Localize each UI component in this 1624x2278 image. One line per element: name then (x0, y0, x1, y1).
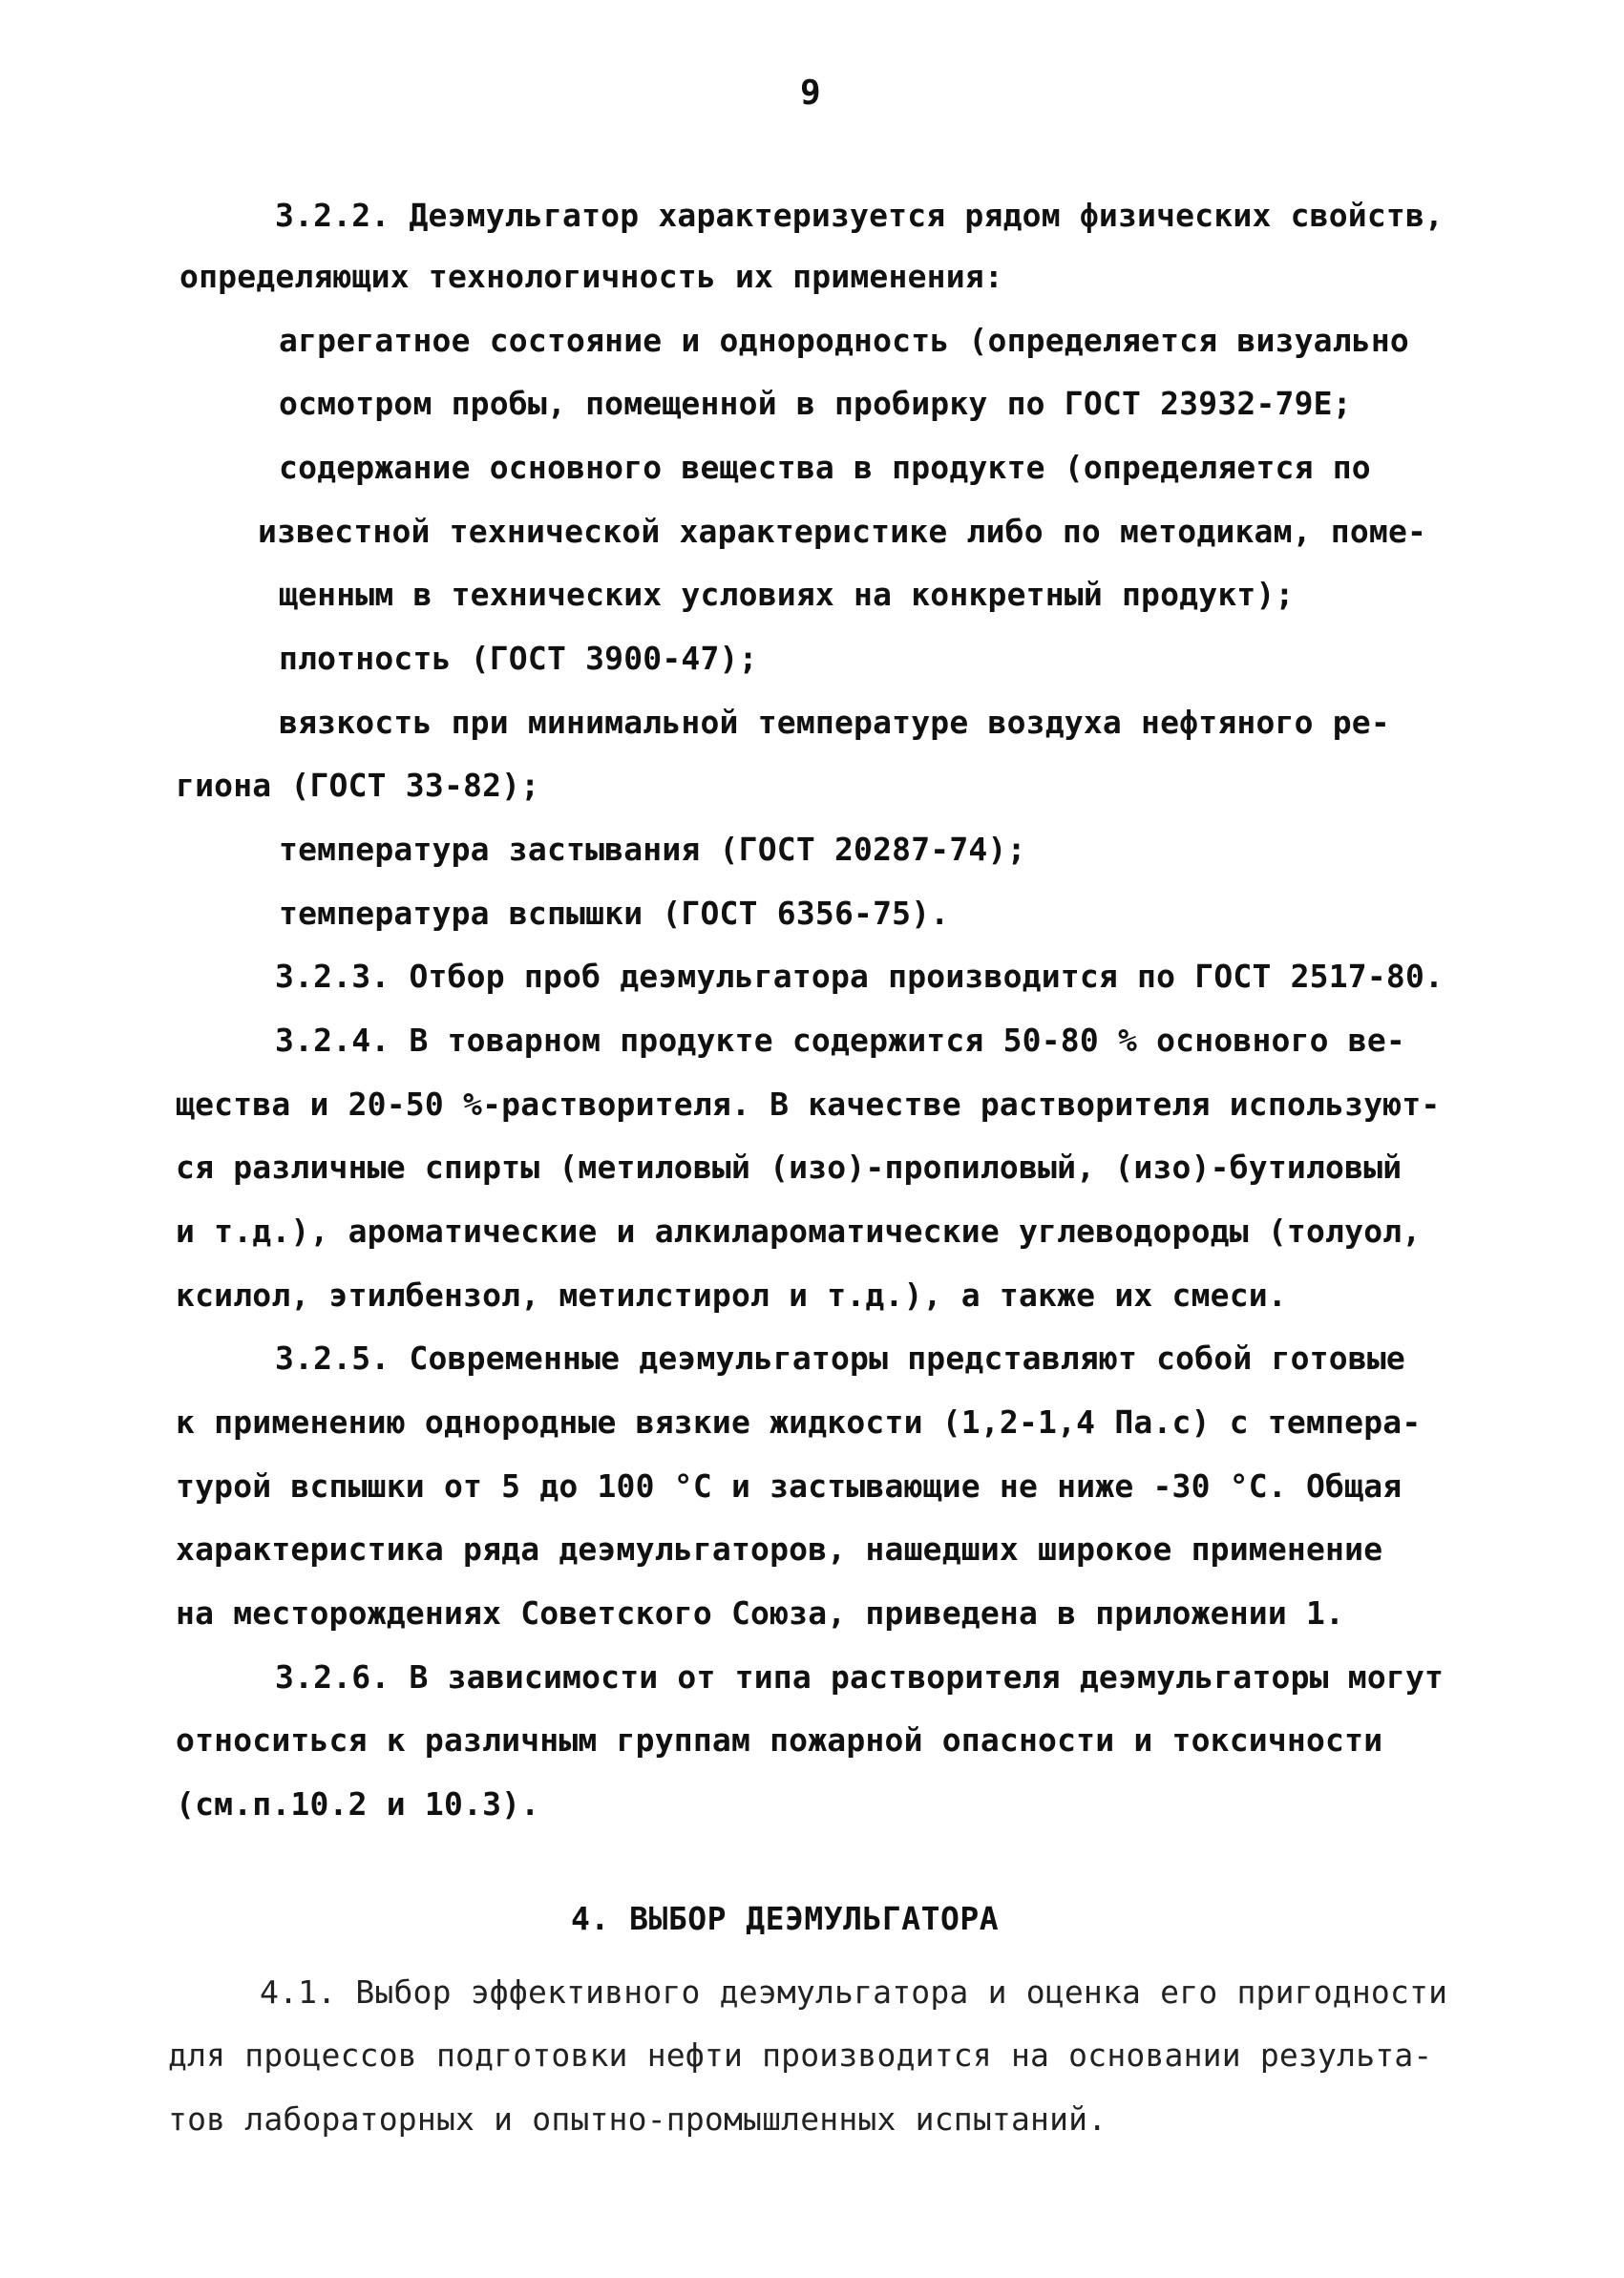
text-line: щества и 20-50 %-растворителя. В качестве растворителя используют- (176, 1086, 1441, 1123)
text-line: температура застывания (ГОСТ 20287-74); (279, 831, 1026, 868)
text-line: плотность (ГОСТ 3900-47); (279, 640, 758, 677)
text-line: 3.2.2. Деэмульгатор характеризуется рядом физических свойств, (275, 197, 1445, 234)
text-line: гиона (ГОСТ 33-82); (176, 767, 540, 804)
text-line: (см.п.10.2 и 10.3). (176, 1785, 540, 1823)
text-line: 3.2.6. В зависимости от типа растворителя деэмульгаторы могут (275, 1658, 1445, 1696)
text-line: к применению однородные вязкие жидкости (1,2-1,4 Па.с) с темпера- (176, 1403, 1422, 1441)
text-line: для процессов подготовки нефти производится на основании результа- (168, 2036, 1433, 2074)
text-line: агрегатное состояние и однородность (определяется визуально (279, 322, 1409, 359)
section-heading: 4. ВЫБОР ДЕЭМУЛЬГАТОРА (571, 1900, 1000, 1937)
text-line: ся различные спирты (метиловый (изо)-пропиловый, (изо)-бутиловый (176, 1149, 1403, 1186)
text-line: содержание основного вещества в продукте (определяется по (279, 449, 1371, 486)
text-line: известной технической характеристике либо по методикам, поме- (258, 513, 1427, 550)
text-line: относиться к различным группам пожарной опасности и токсичности (176, 1721, 1383, 1759)
text-line: ксилол, этилбензол, метилстирол и т.д.), а также их смеси. (176, 1276, 1287, 1314)
text-line: на месторождениях Советского Союза, приведена в приложении 1. (176, 1594, 1345, 1632)
text-line: и т.д.), ароматические и алкилароматические углеводороды (толуол, (176, 1213, 1422, 1250)
text-line: тов лабораторных и опытно-промышленных испытаний. (168, 2100, 1107, 2138)
text-line: 3.2.4. В товарном продукте содержится 50-80 % основного ве- (275, 1022, 1405, 1059)
text-line: щенным в технических условиях на конкретный продукт); (279, 576, 1295, 613)
text-line: турой вспышки от 5 до 100 °С и застывающие не ниже -30 °С. Общая (176, 1467, 1403, 1505)
text-line: вязкость при минимальной температуре воздуха нефтяного ре- (279, 704, 1390, 741)
text-line: 3.2.5. Современные деэмульгаторы представляют собой готовые (275, 1339, 1405, 1377)
text-line: 4.1. Выбор эффективного деэмульгатора и оценка его пригодности (260, 1973, 1448, 2011)
page-number: 9 (800, 74, 821, 113)
text-line: температура вспышки (ГОСТ 6356-75). (279, 895, 950, 932)
text-line: осмотром пробы, помещенной в пробирку по ГОСТ 23932-79Е; (279, 385, 1352, 422)
text-line: характеристика ряда деэмульгаторов, нашедших широкое применение (176, 1530, 1383, 1568)
text-line: 3.2.3. Отбор проб деэмульгатора производится по ГОСТ 2517-80. (275, 958, 1445, 995)
text-line: определяющих технологичность их применения: (179, 258, 1003, 295)
